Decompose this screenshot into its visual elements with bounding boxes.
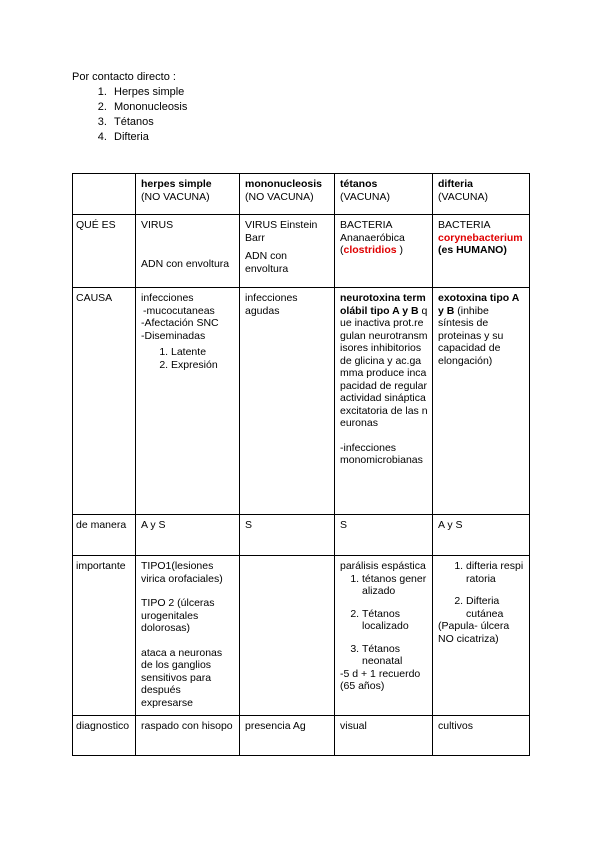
header-difteria-note: (VACUNA) bbox=[438, 190, 488, 203]
cell-de-manera-herpes: A y S bbox=[136, 515, 240, 556]
table-row-importante bbox=[73, 556, 530, 716]
header-tetanos bbox=[335, 174, 433, 215]
cell-diagnostico-tetanos: visual bbox=[335, 716, 433, 756]
intro-section bbox=[72, 70, 187, 145]
que-es-herpes-type: VIRUS bbox=[141, 219, 174, 231]
header-mono-name: mononucleosis bbox=[245, 178, 323, 190]
paren-open: ( bbox=[340, 244, 344, 256]
paren-close: ) bbox=[396, 244, 404, 256]
table-row-causa bbox=[73, 288, 530, 515]
cell-de-manera-mono: S bbox=[240, 515, 335, 556]
exotoxina-label: exotoxina tipo A y B bbox=[438, 292, 519, 317]
importante-difteria-papula: (Papula- úlcera NO cicatriza) bbox=[438, 620, 510, 645]
header-difteria bbox=[433, 174, 530, 215]
header-mono bbox=[240, 174, 335, 215]
que-es-tetanos-type: BACTERIA bbox=[340, 219, 393, 231]
row-label-importante: importante bbox=[73, 556, 136, 716]
que-es-mono-type: VIRUS Einstein Barr bbox=[245, 219, 318, 244]
table-row-diagnostico bbox=[73, 716, 530, 756]
cell-de-manera-tetanos: S bbox=[335, 515, 433, 556]
neurotoxina-desc: que inactiva prot.regulan neurotransmisores inhibitorios de glicina y ac.gamma produce incapacidad de regular actividad sináptica excitatoria de las neuronas bbox=[340, 304, 428, 429]
intro-item-mono: 2. Mononucleosis bbox=[110, 100, 187, 115]
intro-item-tetanos: 3. Tétanos bbox=[110, 115, 187, 130]
cell-causa-mono bbox=[240, 288, 335, 515]
que-es-difteria-host: (es HUMANO) bbox=[438, 244, 507, 256]
cell-que-es-tetanos bbox=[335, 215, 433, 288]
row-label-de-manera: de manera bbox=[73, 515, 136, 556]
causa-herpes-line1: infecciones bbox=[141, 292, 194, 304]
causa-herpes-list bbox=[141, 346, 235, 371]
importante-herpes-tipo2: TIPO 2 (úlceras urogenitales dolorosas) bbox=[141, 597, 215, 634]
cell-que-es-herpes bbox=[136, 215, 240, 288]
list-item: 2. Tétanos localizado bbox=[362, 608, 428, 633]
que-es-tetanos-agent bbox=[340, 244, 428, 257]
intro-list bbox=[72, 85, 187, 145]
que-es-herpes-detail: ADN con envoltura bbox=[141, 257, 230, 270]
row-label-que-es: QUÉ ES bbox=[73, 215, 136, 288]
cell-importante-mono bbox=[240, 556, 335, 716]
cell-de-manera-difteria: A y S bbox=[433, 515, 530, 556]
clostridios-highlight: clostridios bbox=[343, 244, 397, 256]
cell-que-es-difteria bbox=[433, 215, 530, 288]
header-difteria-name: difteria bbox=[438, 178, 474, 190]
intro-item-herpes: 1. Herpes simple bbox=[110, 85, 187, 100]
cell-diagnostico-herpes: raspado con hisopo bbox=[136, 716, 240, 756]
cell-que-es-mono bbox=[240, 215, 335, 288]
corynebacterium-highlight: corynebacterium bbox=[438, 231, 523, 244]
list-item: 3. Tétanos neonatal bbox=[362, 643, 428, 668]
header-herpes-name: herpes simple bbox=[141, 178, 212, 190]
causa-herpes-line2: -mucocutaneas bbox=[143, 304, 215, 317]
cell-importante-tetanos bbox=[335, 556, 433, 716]
list-item: 1. tétanos generalizado bbox=[362, 573, 428, 598]
causa-tetanos-text bbox=[340, 292, 428, 430]
causa-mono-text: infecciones agudas bbox=[245, 292, 298, 317]
list-item: 2. Difteria cutánea bbox=[466, 595, 525, 620]
cell-diagnostico-difteria: cultivos bbox=[433, 716, 530, 756]
cell-causa-difteria bbox=[433, 288, 530, 515]
cell-diagnostico-mono: presencia Ag bbox=[240, 716, 335, 756]
importante-tetanos-paralisis: parálisis espástica bbox=[340, 560, 426, 572]
cell-importante-difteria bbox=[433, 556, 530, 716]
que-es-mono-detail: ADN con envoltura bbox=[245, 250, 289, 275]
list-item: 1. Latente bbox=[171, 346, 235, 359]
header-tetanos-name: tétanos bbox=[340, 178, 378, 190]
importante-tetanos-recuerdo: -5 d + 1 recuerdo (65 años) bbox=[340, 667, 421, 692]
exotoxina-desc: (inhibe síntesis de proteinas y su capacidad de elongación) bbox=[438, 304, 504, 367]
list-item: 1. difteria respiratoria bbox=[466, 560, 525, 585]
row-label-diagnostico: diagnostico bbox=[73, 716, 136, 756]
comparison-table bbox=[72, 173, 530, 756]
header-mono-note: (NO VACUNA) bbox=[245, 190, 314, 203]
intro-heading: Por contacto directo : bbox=[72, 71, 176, 83]
causa-herpes-line4: -Diseminadas bbox=[141, 329, 206, 342]
list-item: 2. Expresión bbox=[171, 359, 235, 372]
header-herpes bbox=[136, 174, 240, 215]
neurotoxina-label: neurotoxina termolábil tipo A y B bbox=[340, 292, 426, 317]
causa-herpes-line3: -Afectación SNC bbox=[141, 317, 219, 329]
importante-herpes-tipo1: TIPO1(lesiones virica orofaciales) bbox=[141, 560, 223, 585]
table-header-row bbox=[73, 174, 530, 215]
intro-item-difteria: 4. Difteria bbox=[110, 130, 187, 145]
que-es-difteria-type: BACTERIA bbox=[438, 219, 491, 231]
header-tetanos-note: (VACUNA) bbox=[340, 190, 390, 203]
cell-causa-herpes bbox=[136, 288, 240, 515]
que-es-tetanos-detail: Ananaeróbica bbox=[340, 231, 405, 244]
table-row-que-es bbox=[73, 215, 530, 288]
causa-difteria-text bbox=[438, 292, 525, 367]
cell-importante-herpes bbox=[136, 556, 240, 716]
causa-tetanos-infecciones: -infecciones monomicrobianas bbox=[340, 441, 423, 466]
header-empty-cell bbox=[73, 174, 136, 215]
cell-causa-tetanos bbox=[335, 288, 433, 515]
importante-difteria-list bbox=[438, 560, 525, 620]
row-label-causa: CAUSA bbox=[73, 288, 136, 515]
importante-herpes-ataca: ataca a neuronas de los ganglios sensitivos para después expresarse bbox=[141, 646, 223, 709]
importante-tetanos-list bbox=[340, 573, 428, 668]
table-row-de-manera bbox=[73, 515, 530, 556]
header-herpes-note: (NO VACUNA) bbox=[141, 190, 210, 203]
